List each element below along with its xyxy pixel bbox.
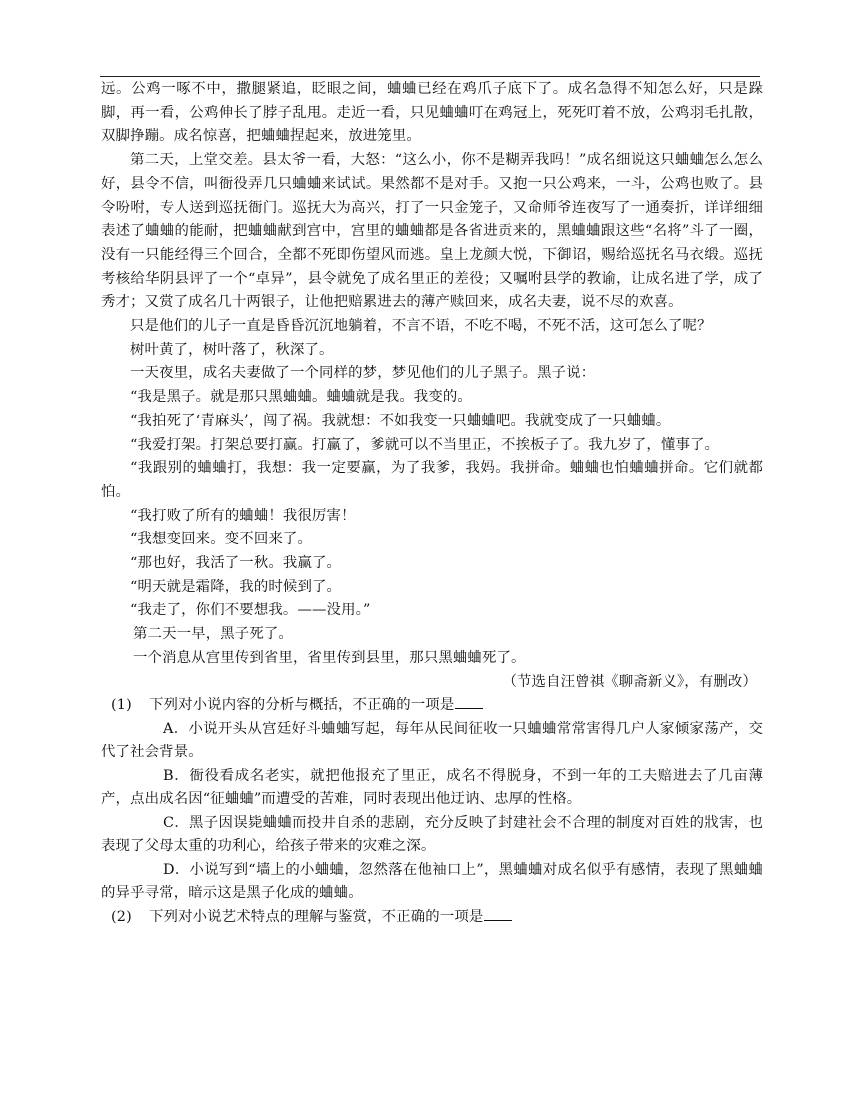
question-2 (101, 906, 763, 930)
option-c: C．黑子因误毙蛐蛐而投井自杀的悲剧，充分反映了封建社会不合理的制度对百姓的戕害，也表现了父母太重的功利心，给孩子带来的灾难之深。 (101, 814, 763, 855)
paragraph: 第二天，上堂交差。县太爷一看，大怒：“这么小，你不是糊弄我吗！”成名细说这只蛐蛐怎么怎么好，县令不信，叫衙役弄几只蛐蛐来试试。果然都不是对手。又抱一只公鸡来，一斗，公鸡也败了。县令吩咐，专人送到巡抚衙门。巡抚大为高兴，打了一只金笼子，又命师爷连夜写了一通奏折，详详细细表述了蛐蛐的能耐，把蛐蛐献到宫中，宫里的蛐蛐都是各省进贡来的，黑蛐蛐跟这些“名将”斗了一圈，没有一只能经得三个回合，全都不死即伤望风而逃。皇上龙颜大悦，下御诏，赐给巡抚名马衣缎。巡抚考核给华阴县评了一个“卓异”，县令就免了成名里正的差役；又嘱咐县学的教谕，让成名进了学，成了秀才；又赏了成名几十两银子，让他把赔累进去的薄产赎回来，成名夫妻，说不尽的欢喜。 (101, 152, 763, 311)
question-number: (2) (111, 908, 132, 925)
header-rule (100, 76, 760, 77)
dialogue-line: “我爱打架。打架总要打赢。打赢了，爹就可以不当里正，不挨板子了。我九岁了，懂事了。 (130, 436, 720, 453)
question-1 (101, 694, 763, 718)
dialogue-line: “我打败了所有的蛐蛐！我很厉害！ (130, 507, 356, 524)
dialogue-line: “我走了，你们不要想我。——没用。” (130, 602, 371, 619)
dialogue-line: “明天就是霜降，我的时候到了。 (130, 578, 342, 595)
paragraph: 第二天一早，黑子死了。 (133, 626, 293, 643)
paragraph: 树叶黄了，树叶落了，秋深了。 (130, 341, 334, 358)
dialogue-line: “我是黑子。就是那只黑蛐蛐。蛐蛐就是我。我变的。 (130, 389, 472, 406)
question-stem: 下列对小说艺术特点的理解与鉴赏，不正确的一项是 (149, 908, 484, 925)
paragraph: 一个消息从宫里传到省里，省里传到县里，那只黑蛐蛐死了。 (133, 649, 526, 666)
dialogue-line: “我跟别的蛐蛐打，我想：我一定要赢，为了我爹，我妈。我拼命。蛐蛐也怕蛐蛐拼命。它们就都怕。 (101, 460, 763, 500)
paragraph: 远。公鸡一啄不中，撒腿紧追，眨眼之间，蛐蛐已经在鸡爪子底下了。成名急得不知怎么好，只是跺脚，再一看，公鸡伸长了脖子乱甩。走近一看，只见蛐蛐叮在鸡冠上，死死叮着不放，公鸡羽毛扎散，双脚挣蹦。成名惊喜，把蛐蛐捏起来，放进笼里。 (101, 81, 763, 145)
document-body (101, 78, 763, 930)
question-number: (1) (111, 697, 132, 714)
option-b: B．衙役看成名老实，就把他报充了里正，成名不得脱身，不到一年的工夫赔进去了几亩薄产，点出成名因“征蛐蛐”而遭受的苦难，同时表现出他迂讷、忠厚的性格。 (101, 767, 763, 808)
option-a: A．小说开头从宫廷好斗蛐蛐写起，每年从民间征收一只蛐蛐常常害得几户人家倾家荡产，交代了社会背景。 (101, 720, 763, 761)
dialogue-line: “我想变回来。变不回来了。 (130, 531, 312, 548)
paragraph: 一天夜里，成名夫妻做了一个同样的梦，梦见他们的儿子黑子。黑子说： (130, 365, 596, 382)
source-citation: （节选自汪曾祺《聊斋新义》，有删改） (502, 673, 757, 690)
paragraph: 只是他们的儿子一直是昏昏沉沉地躺着，不言不语，不吃不喝，不死不活，这可怎么了呢？ (130, 318, 712, 335)
option-d: D．小说写到“墙上的小蛐蛐，忽然落在他袖口上”，黑蛐蛐对成名似乎有感情，表现了黑蛐蛐的异乎寻常，暗示这是黑子化成的蛐蛐。 (101, 861, 763, 902)
answer-blank[interactable] (455, 694, 483, 709)
dialogue-line: “我拍死了‘青麻头’，闯了祸。我就想：不如我变一只蛐蛐吧。我就变成了一只蛐蛐。 (130, 412, 671, 429)
dialogue-line: “那也好，我活了一秋。我赢了。 (130, 555, 342, 572)
question-stem: 下列对小说内容的分析与概括，不正确的一项是 (149, 697, 455, 714)
answer-blank[interactable] (484, 906, 512, 921)
